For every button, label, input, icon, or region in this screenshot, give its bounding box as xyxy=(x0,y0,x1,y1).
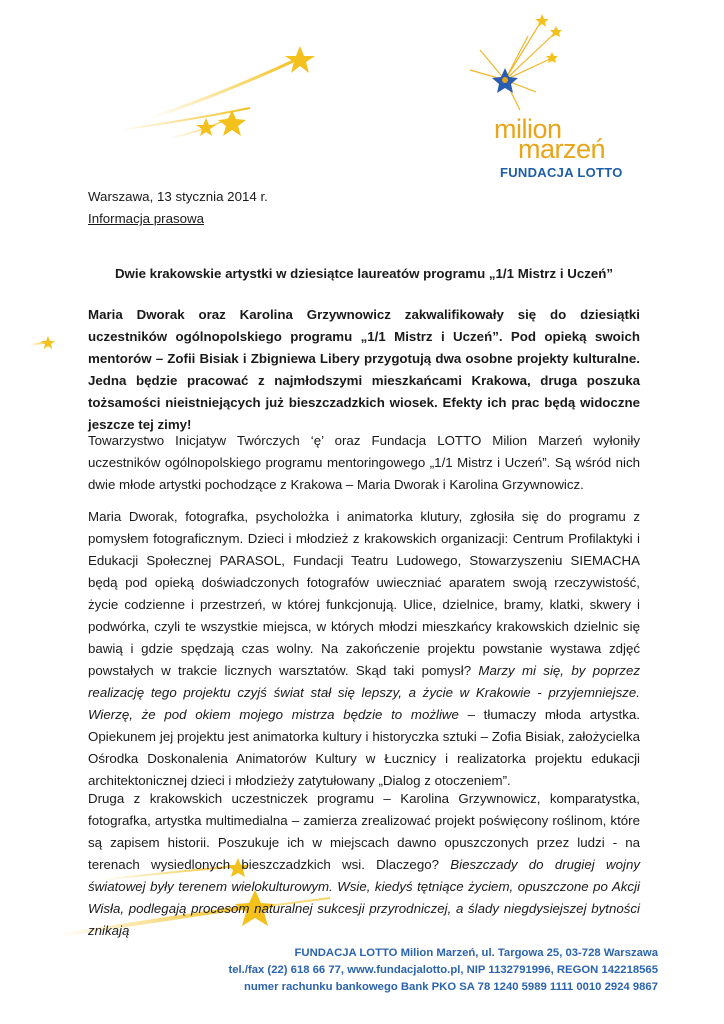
body-paragraph-1: Towarzystwo Inicjatyw Twórczych ‘ę’ oraz Fundacja LOTTO Milion Marzeń wyłoniły uczestników ogólnopolskiego programu mentoringowego „1/1 Mistrz i Uczeń”. Są wśród nich dwie młode artystki pochodzące z Krakowa – Maria Dworak i Karolina Grzywnowicz. xyxy=(88,433,640,492)
para3-text-a: Druga z krakowskich uczestniczek programu – Karolina Grzywnowicz, komparatystka, fotografka, artystka multimedialna – zamierza zrealizować projekt poświęcony roślinom, które są zapisem historii. Poszukuje ich w miejscach dawno opuszczonych przez ludzi - na terenach wysiedlonych bieszczadzkich wsi. Dlaczego? xyxy=(88,791,640,872)
body-paragraph-3 xyxy=(88,788,640,942)
lead-paragraph: Maria Dworak oraz Karolina Grzywnowicz zakwalifikowały się do dziesiątki uczestników ogólnopolskiego programu „1/1 Mistrz i Uczeń”. Pod opieką swoich mentorów – Zofii Bisiak i Zbigniewa Libery przygotują dwa osobne projekty kulturalne. Jedna będzie pracować z najmłodszymi mieszkańcami Krakowa, druga poszuka tożsamości nieistniejących już bieszczadzkich wiosek. Efekty ich prac będą widoczne jeszcze tej zimy! xyxy=(88,307,640,432)
comet-top-left xyxy=(120,46,315,138)
milion-marzen-logo xyxy=(486,10,666,180)
dateline: Warszawa, 13 stycznia 2014 r. xyxy=(88,189,268,204)
star-icon xyxy=(285,46,315,73)
headline: Dwie krakowskie artystki w dziesiątce laureatów programu „1/1 Mistrz i Uczeń” xyxy=(114,266,614,281)
footer-contact: tel./fax (22) 618 66 77, www.fundacjalotto.pl, NIP 1132791996, REGON 142218565 xyxy=(228,964,658,976)
star-icon xyxy=(196,118,216,136)
document-type: Informacja prasowa xyxy=(88,211,205,226)
logo-word-milion: milion xyxy=(494,114,562,144)
logo-word-marzen: marzeń xyxy=(518,134,606,164)
footer-bank-account: numer rachunku bankowego Bank PKO SA 78 1240 5989 1111 0010 2924 9867 xyxy=(243,981,658,993)
logo-foundation-name: FUNDACJA LOTTO xyxy=(500,165,623,180)
para2-text-a: Maria Dworak, fotografka, psycholożka i animatorka klutury, zgłosiła się do programu z pomysłem fotograficznym. Dzieci i młodzież z krakowskich organizacji: Centrum Profilaktyki i Edukacji Społecznej PARASOL, Fundacji Teatru Ludowego, Stowarzyszeniu SIEMACHA będą pod opieką doświadczonych fotografów uwieczniać aparatem swoją rzeczywistość, życie codzienne i przestrzeń, w której funkcjonują. Ulice, dzielnice, bramy, klatki, skwery i podwórka, czyli te wszystkie miejsca, w których młodzi mieszkańcy krakowskich dzielnic się bawią i gdzie spędzają czas wolny. Na zakończenie projektu powstanie wystawa zdjęć powstałych w trakcie licznych warsztatów. Skąd taki pomysł? xyxy=(88,509,640,678)
para2-quote: Marzy mi się, by poprzez realizację tego projektu czyjś świat stał się lepszy, a życie w Krakowie - przyjemniejsze. Wierzę, że pod okiem mojego mistrza będzie to możliwe xyxy=(88,663,640,722)
para2-text-b: – tłumaczy młoda artystka. Opiekunem jej projektu jest animatorka kultury i historyczka sztuki – Zofia Bisiak, założycielka Ośrodka Doskonalenia Animatorów Kultury w Łucznicy i realizatorka projektu edukacji architektonicznej dzieci i młodzieży zatytułowany „Dialog z otoczeniem”. xyxy=(88,707,640,788)
body-paragraph-2 xyxy=(88,506,640,792)
star-icon xyxy=(41,336,55,349)
comet-left-small xyxy=(30,336,55,349)
footer-address: FUNDACJA LOTTO Milion Marzeń, ul. Targowa 25, 03-728 Warszawa xyxy=(294,947,658,959)
para3-quote: Bieszczady do drugiej wojny światowej były terenem wielokulturowym. Wsie, kiedyś tętniące życiem, opuszczone po Akcji Wisła, podlegają procesom naturalnej sukcesji przyrodniczej, a ślady niegdysiejszej bytności znikają xyxy=(88,857,640,938)
